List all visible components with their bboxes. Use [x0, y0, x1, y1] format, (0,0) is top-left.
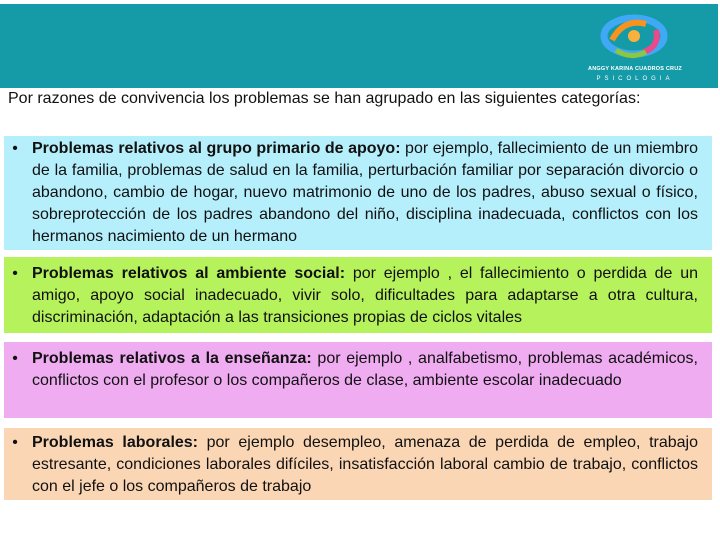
bullet: • [12, 350, 18, 367]
category-text: por ejemplo, fallecimiento de un miembro de la familia, problemas de salud en la familia, perturbación familiar por separación divorcio o abandono, cambio de hogar, nuevo matrimonio de uno de los padres, abuso sexual o físico, sobreprotección de los padres abandono del niño, disciplina inadecuada, conflictos con los hermanos nacimiento de un hermano [32, 140, 699, 245]
logo-subtitle: PSICOLOGIA [596, 76, 674, 82]
category-heading: Problemas relativos al ambiente social: [32, 265, 346, 282]
category-box-ambiente-social [4, 257, 712, 333]
category-box-laborales [4, 428, 712, 500]
category-text: por ejemplo , analfabetismo, problemas académicos, conflictos con el profesor o los compañeros de clase, ambiente escolar inadecuado [32, 350, 698, 389]
category-box-grupo-primario [4, 136, 712, 250]
bullet: • [12, 140, 18, 157]
category-heading: Problemas relativos al grupo primario de apoyo: [32, 140, 401, 157]
bullet: • [12, 265, 18, 282]
header-banner [0, 4, 718, 88]
logo-swirl-icon [594, 10, 674, 66]
category-box-ensenanza [4, 342, 712, 418]
bullet: • [12, 434, 18, 451]
logo-name: ANGGY KARINA CUADROS CRUZ [588, 66, 682, 72]
category-text: por ejemplo , el fallecimiento o perdida de un amigo, apoyo social inadecuado, vivir solo, dificultades para adaptarse a otra cultura, discriminación, adaptación a las transiciones propias de ciclos vitales [32, 265, 699, 326]
intro-text: Por razones de convivencia los problemas se han agrupado en las siguientes categorías: [8, 90, 641, 107]
category-heading: Problemas relativos a la enseñanza: [32, 350, 312, 367]
category-heading: Problemas laborales: [32, 434, 199, 451]
logo [580, 10, 690, 86]
category-text: por ejemplo desempleo, amenaza de perdida de empleo, trabajo estresante, condiciones laborales difíciles, insatisfacción laboral cambio de trabajo, conflictos con el jefe o los compañeros de trabajo [32, 434, 699, 495]
